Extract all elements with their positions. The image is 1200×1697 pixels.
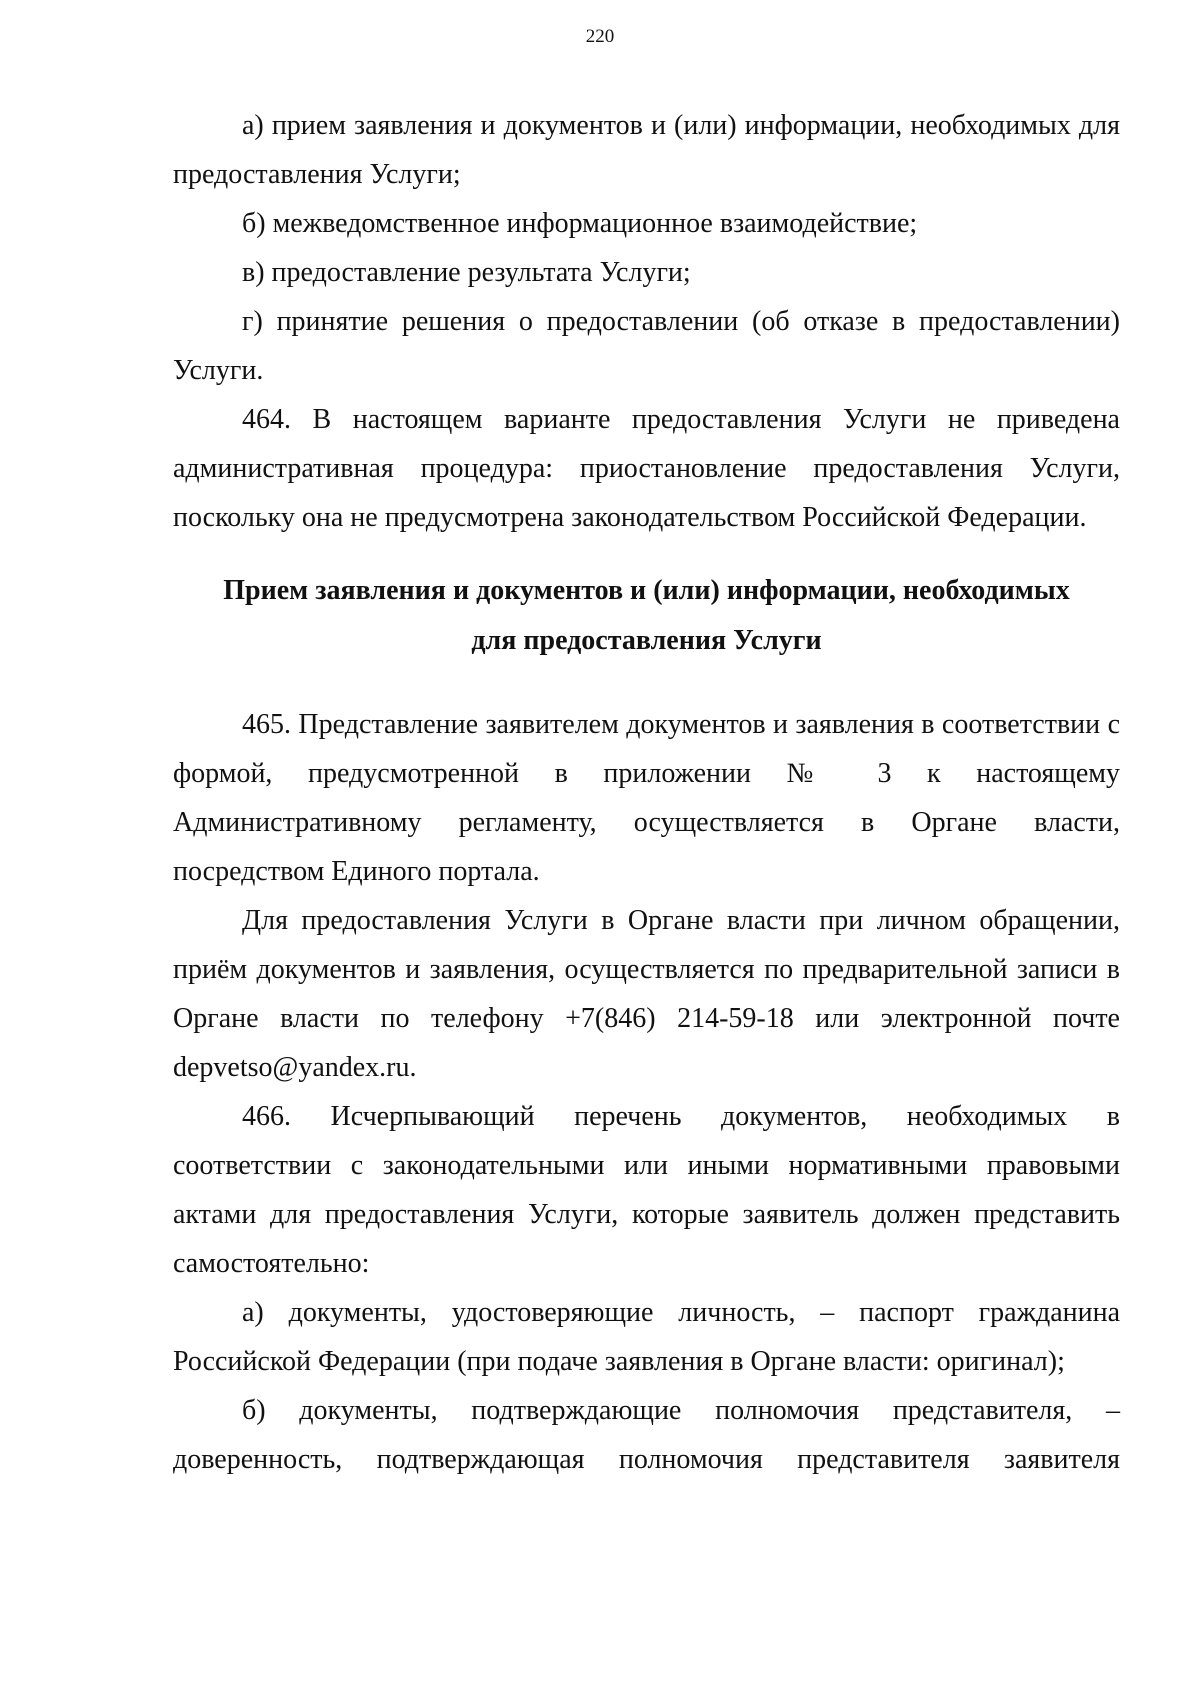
paragraph-item-v: в) предоставление результата Услуги;	[242, 257, 691, 288]
paragraphs-top	[173, 101, 1120, 542]
paragraph-item-g: г) принятие решения о предоставлении (об отказе в предоставлении) Услуги.	[173, 306, 1120, 386]
paragraph-personal-appeal: Для предоставления Услуги в Органе власти при личном обращении, приём документов и заявления, осуществляется по предварительной записи в Органе власти по телефону +7(846) 214-59-18 или электронной почте depvetso@yandex.ru.	[173, 905, 1120, 1083]
paragraph-item-b: б) межведомственное информационное взаимодействие;	[242, 208, 918, 239]
section-heading	[173, 566, 1120, 666]
paragraph-item-a: а) прием заявления и документов и (или) информации, необходимых для предоставления Услуги;	[173, 110, 1120, 190]
paragraph-466-item-b: б) документы, подтверждающие полномочия представителя, – доверенность, подтверждающая полномочия представителя заявителя	[173, 1395, 1120, 1475]
paragraph-465: 465. Представление заявителем документов и заявления в соответствии с формой, предусмотренной в приложении № 3 к настоящему Административному регламенту, осуществляется в Органе власти, посредством Единого портала.	[173, 709, 1120, 887]
page-number: 220	[585, 26, 615, 47]
paragraphs-bottom	[173, 700, 1120, 1484]
paragraph-464: 464. В настоящем варианте предоставления Услуги не приведена административная процедура: приостановление предоставления Услуги, поскольку она не предусмотрена законодательством Российской Федерации.	[173, 404, 1120, 533]
section-heading-line1: Прием заявления и документов и (или) информации, необходимых	[223, 575, 1070, 606]
paragraph-466: 466. Исчерпывающий перечень документов, необходимых в соответствии с законодательными или иными нормативными правовыми актами для предоставления Услуги, которые заявитель должен представить самостоятельно:	[173, 1101, 1120, 1279]
section-heading-line2: для предоставления Услуги	[471, 625, 822, 656]
paragraph-466-item-a: а) документы, удостоверяющие личность, – паспорт гражданина Российской Федерации (при подаче заявления в Органе власти: оригинал);	[173, 1297, 1120, 1377]
